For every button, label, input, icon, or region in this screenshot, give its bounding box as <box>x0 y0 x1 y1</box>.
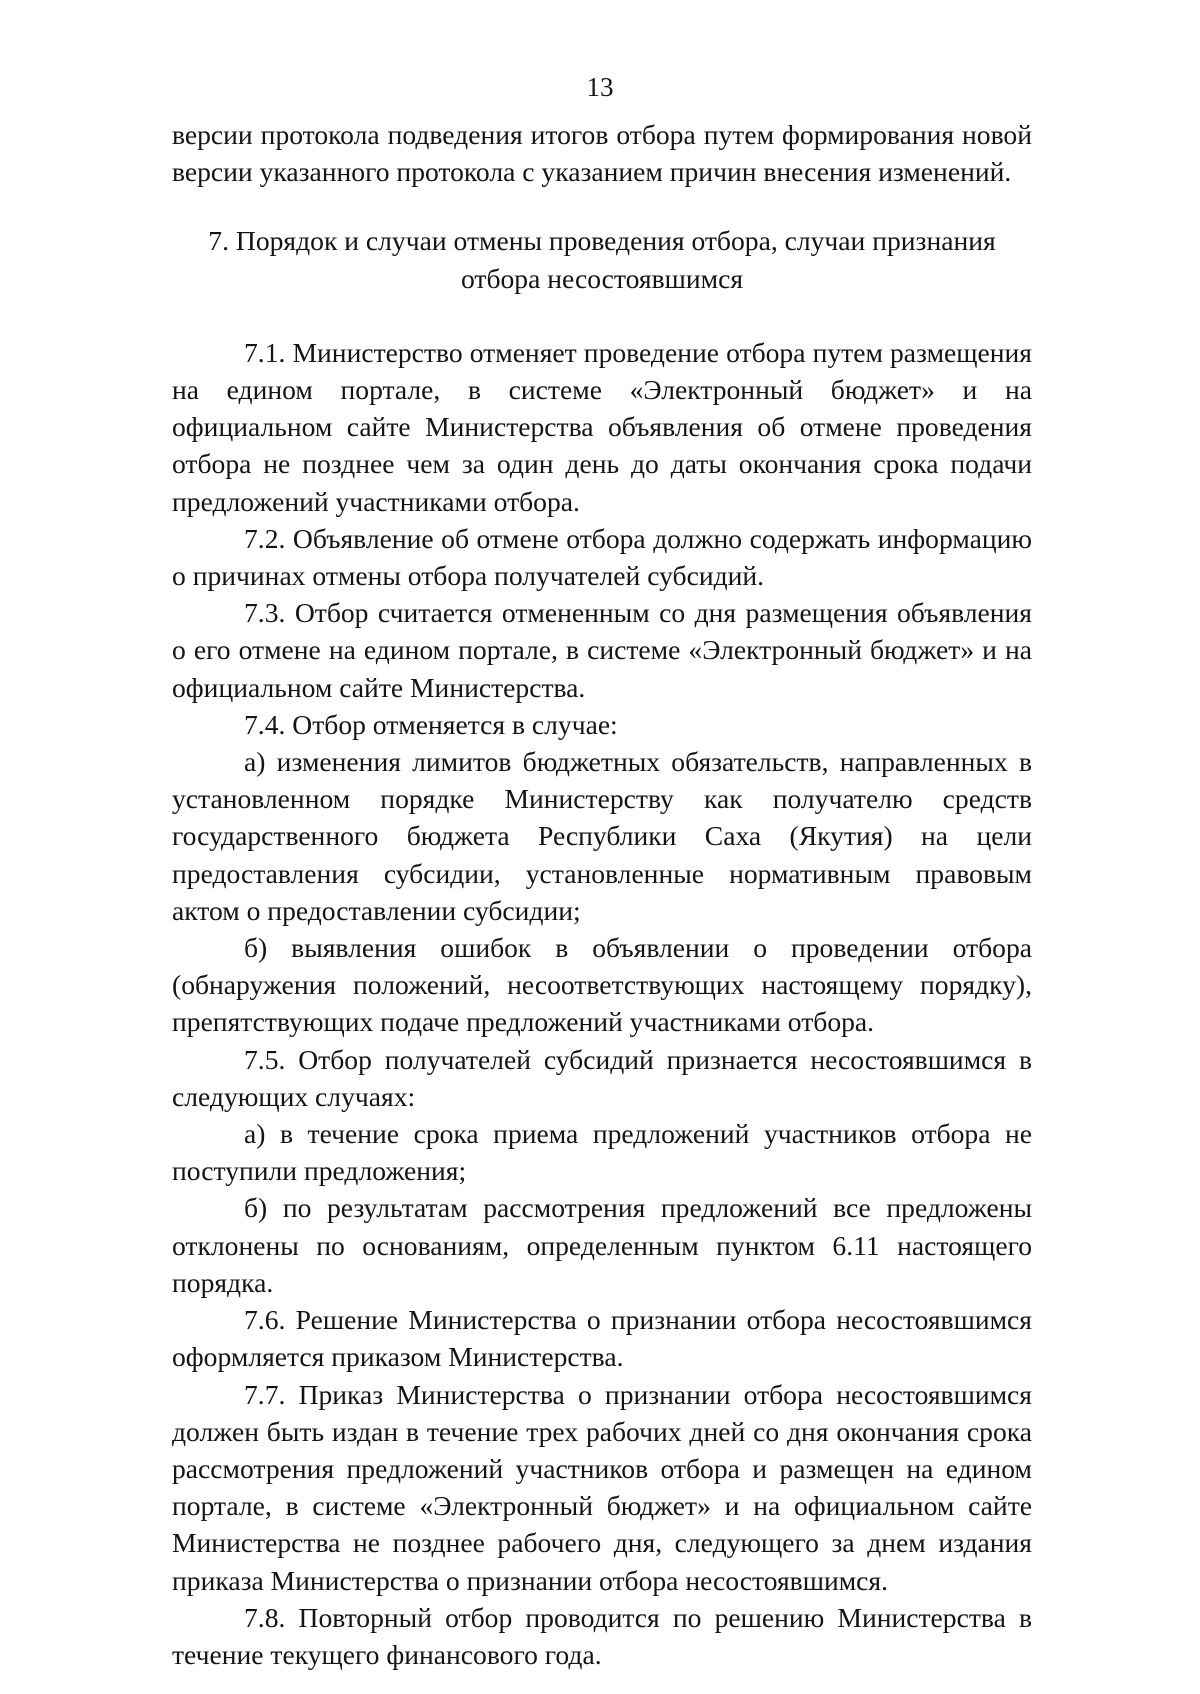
paragraph-7-4: 7.4. Отбор отменяется в случае: <box>244 708 618 740</box>
paragraph-7-3: 7.3. Отбор считается отмененным со дня размещения объявления о его отмене на едином портале, в системе «Электронный бюджет» и на официальном сайте Министерства. <box>172 597 1032 703</box>
paragraph-7-5: 7.5. Отбор получателей субсидий признается несостоявшимся в следующих случаях: <box>172 1043 1032 1112</box>
paragraph-7-5-b: б) по результатам рассмотрения предложений все предложены отклонены по основаниям, определенным пунктом 6.11 настоящего порядка. <box>172 1192 1032 1298</box>
paragraph-7-7: 7.7. Приказ Министерства о признании отбора несостоявшимся должен быть издан в течение трех рабочих дней со дня окончания срока рассмотрения предложений участников отбора и размещен на едином портале, в системе «Электронный бюджет» и на официальном сайте Министерства не позднее рабочего дня, следующего за днем издания приказа Министерства о признании отбора несостоявшимся. <box>172 1378 1032 1596</box>
paragraph-7-8: 7.8. Повторный отбор проводится по решению Министерства в течение текущего финансового года. <box>172 1601 1032 1670</box>
paragraph-7-4-b: б) выявления ошибок в объявлении о проведении отбора (обнаружения положений, несоответствующих настоящему порядку), препятствующих подаче предложений участниками отбора. <box>172 932 1032 1038</box>
continuation-paragraph: версии протокола подведения итогов отбора путем формирования новой версии указанного протокола с указанием причин внесения изменений. <box>172 119 1032 188</box>
paragraph-7-5-a: а) в течение срока приема предложений участников отбора не поступили предложения; <box>172 1118 1032 1187</box>
document-body <box>172 116 1032 1673</box>
paragraph-7-2: 7.2. Объявление об отмене отбора должно содержать информацию о причинах отмены отбора получателей субсидий. <box>172 522 1032 592</box>
paragraph-7-4-a: а) изменения лимитов бюджетных обязательств, направленных в установленном порядке Министерству как получателю средств государственного бюджета Республики Саха (Якутия) на цели предоставления субсидии, установленные нормативным правовым актом о предоставлении субсидии; <box>172 746 1032 926</box>
paragraph-7-1: 7.1. Министерство отменяет проведение отбора путем размещения на едином портале, в системе «Электронный бюджет» и на официальном сайте Министерства объявления об отмене проведения отбора не позднее чем за один день до даты окончания срока подачи предложений участниками отбора. <box>172 336 1032 517</box>
page-number: 13 <box>586 72 614 102</box>
section-heading: 7. Порядок и случаи отмены проведения отбора, случаи признания отбора несостоявшимся <box>208 225 996 294</box>
paragraph-7-6: 7.6. Решение Министерства о признании отбора несостоявшимся оформляется приказом Министерства. <box>172 1304 1032 1373</box>
